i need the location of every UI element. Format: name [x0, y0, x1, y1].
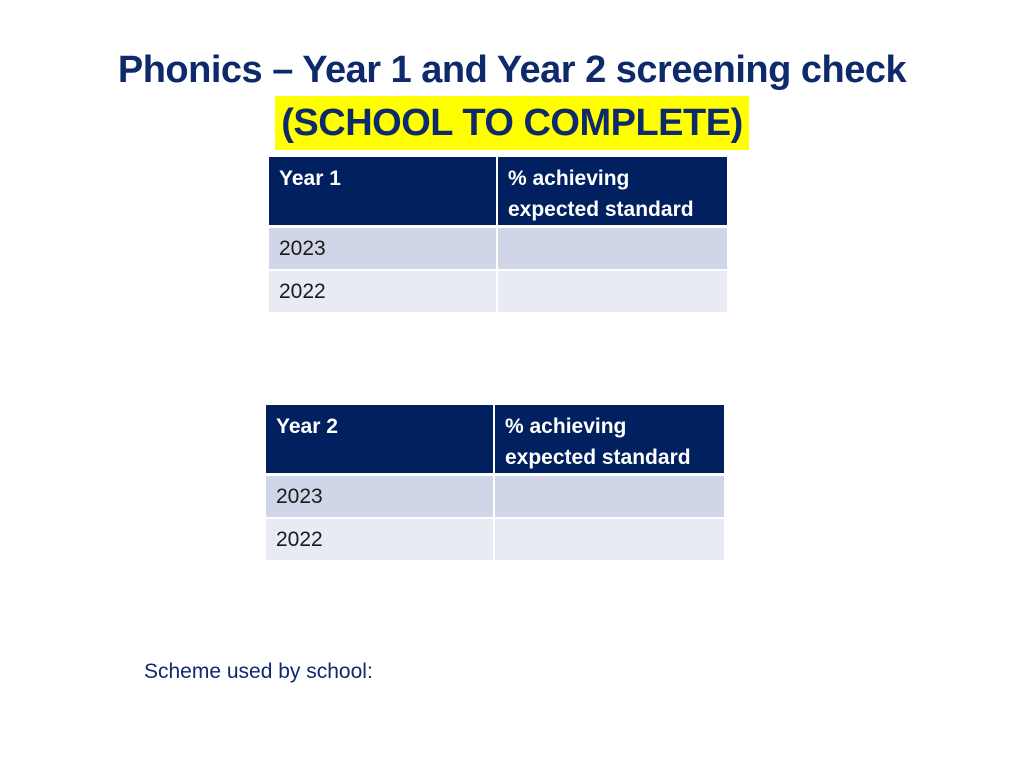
- table-header-row: [266, 405, 724, 476]
- table-cell-percent[interactable]: [498, 228, 727, 271]
- table-header-year: Year 2: [266, 405, 495, 476]
- table-cell-year: 2023: [266, 476, 495, 519]
- table-row: [269, 228, 727, 271]
- school-to-complete-highlight: (SCHOOL TO COMPLETE): [275, 96, 749, 150]
- table-cell-year: 2022: [266, 519, 495, 562]
- table-row: [269, 271, 727, 314]
- table-header-year: Year 1: [269, 157, 498, 228]
- page-subtitle-wrapper: [0, 96, 1024, 150]
- table-cell-year: 2022: [269, 271, 498, 314]
- table-row: [266, 519, 724, 562]
- table-cell-year: 2023: [269, 228, 498, 271]
- scheme-label: Scheme used by school:: [144, 660, 373, 683]
- table-header-percent: % achieving expected standard: [498, 157, 727, 228]
- table-header-percent: % achieving expected standard: [495, 405, 724, 476]
- table-cell-percent[interactable]: [495, 476, 724, 519]
- page-title: Phonics – Year 1 and Year 2 screening check: [117, 49, 907, 91]
- table-cell-percent[interactable]: [498, 271, 727, 314]
- year2-screening-table: [266, 405, 724, 562]
- table-cell-percent[interactable]: [495, 519, 724, 562]
- year1-screening-table: [269, 157, 727, 314]
- table-header-row: [269, 157, 727, 228]
- table-row: [266, 476, 724, 519]
